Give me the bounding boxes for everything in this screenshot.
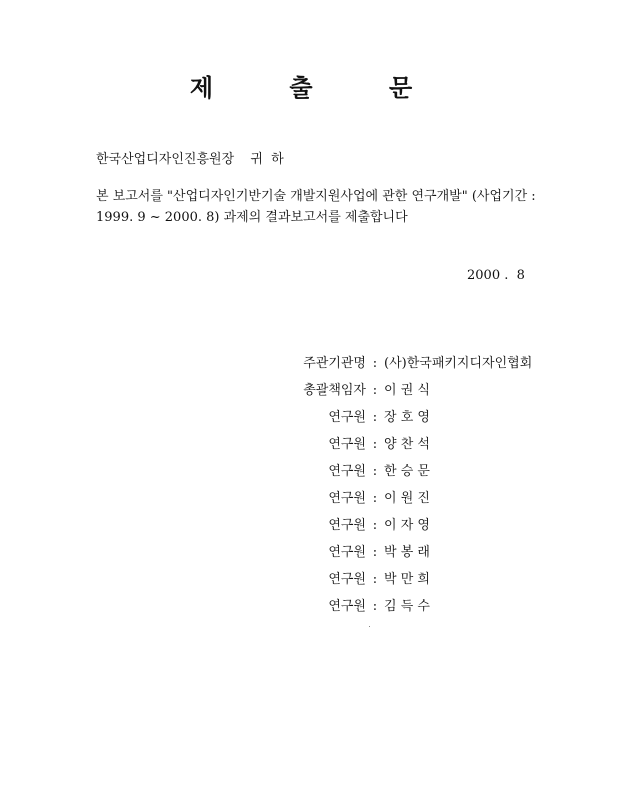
roster-label: 연구원 xyxy=(328,518,366,533)
roster-label: 연구원 xyxy=(328,572,366,587)
roster-value: 이 권 식 xyxy=(384,383,430,398)
roster-label: 연구원 xyxy=(328,545,366,560)
roster-value: (사)한국패키지디자인협회 xyxy=(384,356,533,371)
roster-value: 이 원 진 xyxy=(384,491,430,506)
roster-row-researcher xyxy=(290,458,532,485)
roster-label: 연구원 xyxy=(328,491,366,506)
submission-date: 2000 . 8 xyxy=(467,268,525,283)
roster-value: 박 만 희 xyxy=(384,572,430,587)
roster-value: 한 승 문 xyxy=(384,464,430,479)
roster-row-researcher xyxy=(290,404,532,431)
roster-row-researcher xyxy=(290,539,532,566)
roster-label: 주관기관명 xyxy=(303,356,366,371)
roster-value: 김 득 수 xyxy=(384,599,430,614)
roster-separator: : xyxy=(372,572,378,587)
roster-label: 연구원 xyxy=(328,464,366,479)
roster-row-researcher xyxy=(290,512,532,539)
roster-separator: : xyxy=(372,545,378,560)
statement-line-1: 본 보고서를 "산업디자인기반기술 개발지원사업에 관한 연구개발" (사업기간 : xyxy=(96,189,536,204)
roster-label: 연구원 xyxy=(328,410,366,425)
roster-row-researcher xyxy=(290,566,532,593)
submission-statement xyxy=(96,186,536,228)
roster-row-researcher xyxy=(290,431,532,458)
roster-value: 이 자 영 xyxy=(384,518,430,533)
roster-row-researcher xyxy=(290,485,532,512)
roster-value: 양 찬 석 xyxy=(384,437,430,452)
statement-line-2: 1999. 9 ~ 2000. 8) 과제의 결과보고서를 제출합니다 xyxy=(96,210,408,225)
roster-separator: : xyxy=(372,356,378,371)
scan-speck xyxy=(369,626,370,627)
roster-separator: : xyxy=(372,383,378,398)
roster-row-organization xyxy=(290,350,532,377)
roster-label: 연구원 xyxy=(328,599,366,614)
roster-separator: : xyxy=(372,437,378,452)
roster-row-researcher xyxy=(290,593,532,620)
roster-separator: : xyxy=(372,518,378,533)
researcher-roster xyxy=(290,350,532,620)
roster-separator: : xyxy=(372,410,378,425)
roster-label: 총괄책임자 xyxy=(303,383,366,398)
roster-value: 박 봉 래 xyxy=(384,545,430,560)
roster-value: 장 호 영 xyxy=(384,410,430,425)
roster-row-lead xyxy=(290,377,532,404)
addressee: 한국산업디자인진흥원장 귀 하 xyxy=(96,152,284,167)
roster-separator: : xyxy=(372,464,378,479)
roster-separator: : xyxy=(372,599,378,614)
page-title: 제 출 문 xyxy=(189,73,447,102)
roster-label: 연구원 xyxy=(328,437,366,452)
roster-separator: : xyxy=(372,491,378,506)
